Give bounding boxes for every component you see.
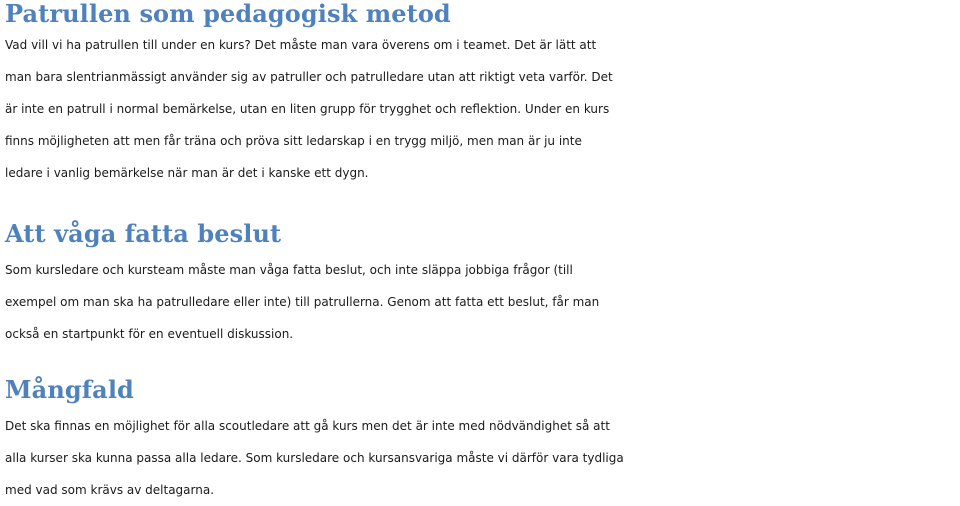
section-body-beslut <box>5 254 957 350</box>
body-line: finns möjligheten att men får träna och pröva sitt ledarskap i en trygg miljö, men man är ju inte <box>5 134 582 148</box>
body-line: man bara slentrianmässigt använder sig av patruller och patrulledare utan att riktigt veta varför. Det <box>5 70 613 84</box>
section-heading-beslut: Att våga fatta beslut <box>5 219 282 248</box>
section-heading-patrullen: Patrullen som pedagogisk metod <box>5 0 451 28</box>
body-line: Som kursledare och kursteam måste man våga fatta beslut, och inte släppa jobbiga frågor (till <box>5 263 573 277</box>
body-line: är inte en patrull i normal bemärkelse, utan en liten grupp för trygghet och reflektion. Under en kurs <box>5 102 610 116</box>
body-line: Det ska finnas en möjlighet för alla scoutledare att gå kurs men det är inte med nödvändighet så att <box>5 419 610 433</box>
body-line: Vad vill vi ha patrullen till under en kurs? Det måste man vara överens om i teamet. Det är lätt att <box>5 38 597 52</box>
section-body-patrullen <box>5 29 957 189</box>
section-heading-mangfald: Mångfald <box>5 375 134 404</box>
body-line: också en startpunkt för en eventuell diskussion. <box>5 327 294 341</box>
section-body-mangfald <box>5 410 957 506</box>
body-line: med vad som krävs av deltagarna. <box>5 483 215 497</box>
body-line: exempel om man ska ha patrulledare eller inte) till patrullerna. Genom att fatta ett beslut, får man <box>5 295 600 309</box>
body-line: alla kurser ska kunna passa alla ledare. Som kursledare och kursansvariga måste vi därför vara tydliga <box>5 451 624 465</box>
body-line: ledare i vanlig bemärkelse när man är det i kanske ett dygn. <box>5 166 369 180</box>
